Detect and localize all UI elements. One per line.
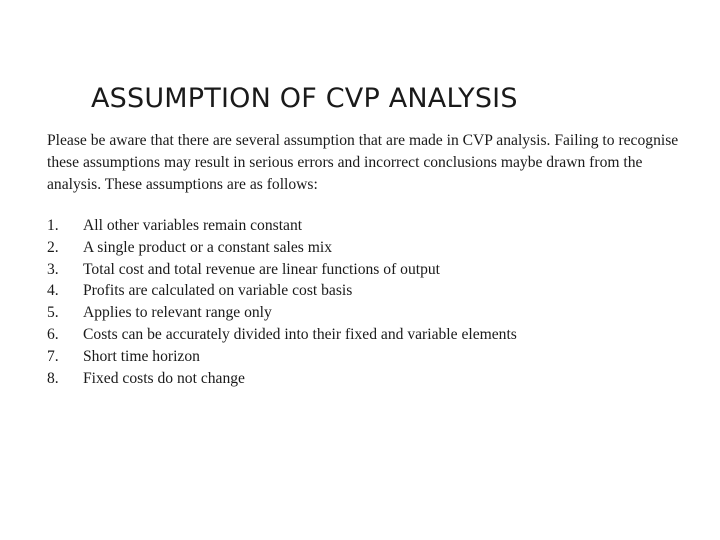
list-item-number: 8.: [47, 369, 59, 387]
list-item-text: Total cost and total revenue are linear functions of output: [83, 260, 441, 278]
list-item-text: Profits are calculated on variable cost basis: [83, 282, 353, 300]
list-item-number: 7.: [47, 347, 59, 365]
list-item: [47, 324, 687, 346]
intro-paragraph: Please be aware that there are several assumption that are made in CVP analysis. Failing to recognise these assumptions may result in serious errors and incorrect conclusions maybe drawn from the analysis. These assumptions are as follows:: [47, 132, 679, 193]
list-item-text: Costs can be accurately divided into their fixed and variable elements: [83, 325, 517, 343]
slide-title: ASSUMPTION OF CVP ANALYSIS: [91, 83, 518, 114]
list-item-number: 5.: [47, 304, 59, 322]
list-item: [47, 302, 687, 324]
list-item-number: 4.: [47, 282, 59, 300]
list-item: [47, 259, 687, 281]
list-item-text: Short time horizon: [83, 347, 200, 365]
assumption-list: [47, 215, 687, 389]
list-item: [47, 280, 687, 302]
list-item: [47, 368, 687, 390]
list-item-number: 3.: [47, 260, 59, 278]
list-item-text: Applies to relevant range only: [83, 304, 272, 322]
list-item: [47, 215, 687, 237]
list-item-text: Fixed costs do not change: [83, 369, 245, 387]
list-item: [47, 237, 687, 259]
list-item: [47, 346, 687, 368]
list-item-number: 6.: [47, 325, 59, 343]
list-item-number: 1.: [47, 217, 59, 234]
list-item-text: All other variables remain constant: [83, 217, 303, 234]
list-item-number: 2.: [47, 238, 59, 256]
list-item-text: A single product or a constant sales mix: [83, 238, 333, 256]
